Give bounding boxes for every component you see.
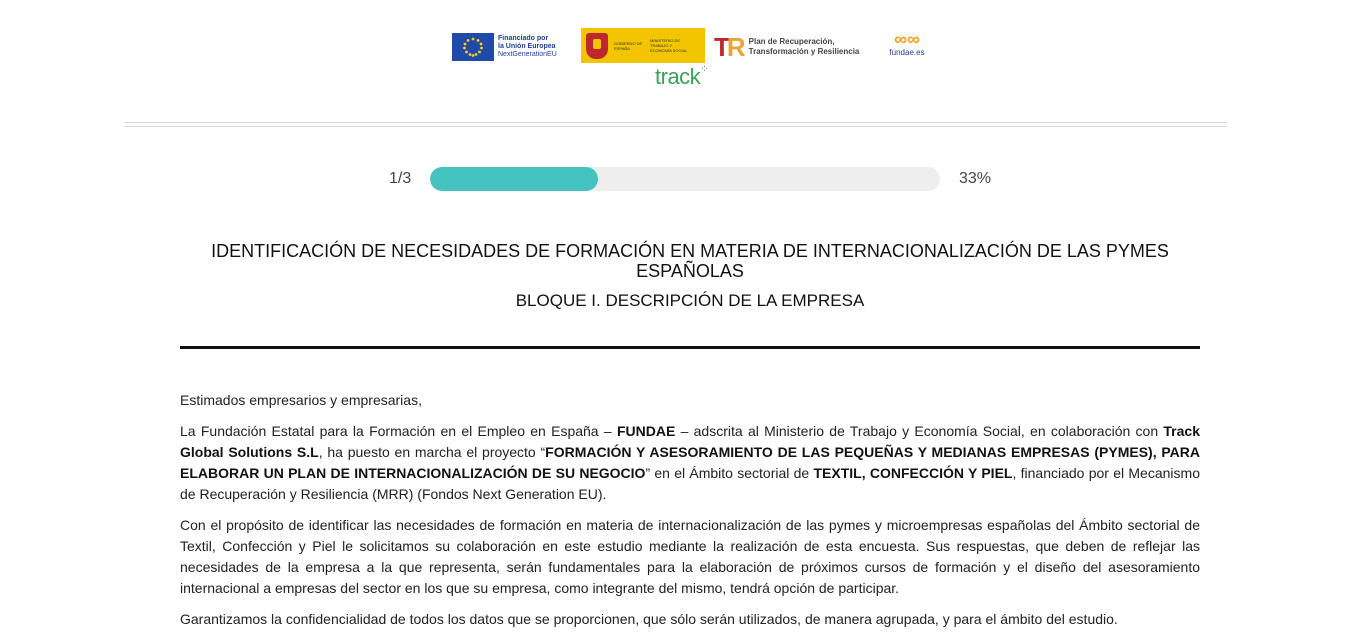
- section-subtitle: BLOQUE I. DESCRIPCIÓN DE LA EMPRESA: [515, 291, 865, 310]
- fundae-mark-icon: ∞∞: [894, 29, 920, 49]
- intro-paragraph-2: Con el propósito de identificar las necesidades de formación en materia de internacionalización de las pymes y microempresas españolas del Ámbito sectorial de Textil, Confección y Piel le solicitamos su colaboración en este estudio mediante la realización de esta encuesta. Sus respuestas, que deben de reflejar las necesidades de la empresa a la que representa, serán fundamentales para la elaboración de próximos cursos de formación y el diseño del asesoramiento internacional a empresas del sector en los que su empresa, como integrante del mismo, tendrá opción de participar.: [180, 517, 1200, 596]
- eu-logo: [452, 31, 570, 63]
- eu-flag-icon: [452, 33, 494, 61]
- sponsor-logos: [452, 28, 932, 92]
- prtr-logo: TR Plan de Recuperación, Transformación y Resiliencia: [714, 31, 860, 62]
- eu-logo-text: Financiado por la Unión Europea NextGenerationEU: [498, 35, 557, 58]
- section-divider: [180, 346, 1200, 349]
- gobierno-logo: GOBIERNO DE ESPAÑA MINISTERIO DE TRABAJO Y ECONOMÍA SOCIAL: [581, 28, 705, 63]
- survey-title: IDENTIFICACIÓN DE NECESIDADES DE FORMACIÓN EN MATERIA DE INTERNACIONALIZACIÓN DE LAS PYMES ESPAÑOLAS: [211, 241, 1169, 281]
- track-dots-icon: ⁘: [700, 64, 709, 75]
- intro-text: [180, 390, 1200, 640]
- fundae-logo: ∞∞ fundae.es: [882, 30, 932, 64]
- prtr-mark-icon: TR: [714, 31, 743, 62]
- progress-bar: [430, 167, 940, 191]
- header-divider: [124, 122, 1227, 127]
- greeting: Estimados empresarios y empresarias,: [180, 392, 422, 408]
- progress-step: 1/3: [389, 170, 412, 187]
- intro-paragraph-1: La Fundación Estatal para la Formación en el Empleo en España – FUNDAE – adscrita al Ministerio de Trabajo y Economía Social, en colaboración con Track Global Solutions S.L, ha puesto en marcha el proyecto “FORMACIÓN Y ASESORAMIENTO DE LAS PEQUEÑAS Y MEDIANAS EMPRESAS (PYMES), PARA ELABORAR UN PLAN DE INTERNACIONALIZACIÓN DE SU NEGOCIO” en el Ámbito sectorial de TEXTIL, CONFECCIÓN Y PIEL, financiado por el Mecanismo de Recuperación y Resiliencia (MRR) (Fondos Next Generation EU).: [180, 423, 1201, 502]
- progress-percent: 33%: [959, 170, 992, 187]
- spain-shield-icon: [586, 33, 608, 59]
- intro-paragraph-3: Garantizamos la confidencialidad de todos los datos que se proporcionen, que sólo serán utilizados, de manera agrupada, y para el ámbito del estudio.: [180, 611, 1118, 627]
- track-logo: track⁘: [655, 64, 709, 89]
- progress-fill: [430, 167, 598, 191]
